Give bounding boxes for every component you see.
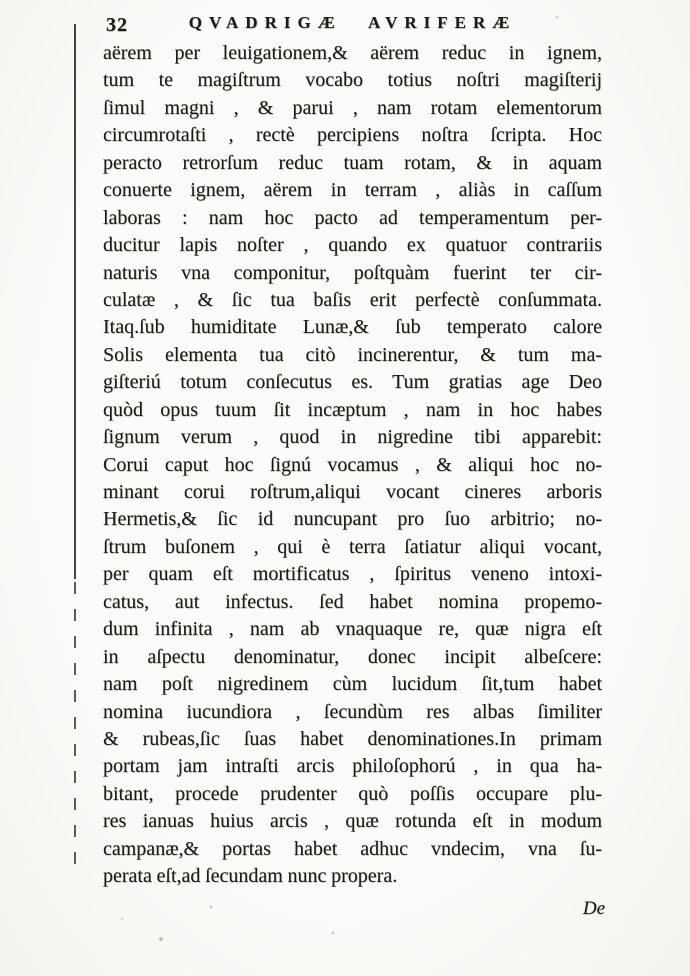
text-line: peracto retrorſum reduc tuam rotam, & in aquam — [103, 151, 602, 174]
text-line: Solis elementa tua citò incinerentur, & tum ma- — [103, 343, 602, 366]
text-line: quòd opus tuum ſit incæptum , nam in hoc habes — [103, 398, 602, 421]
page-header — [103, 13, 602, 39]
text-line: nam poſt nigredinem cùm lucidum ſit,tum habet — [103, 673, 602, 696]
text-line: ducitur lapis noſter , quando ex quatuor contrariis — [103, 234, 602, 257]
text-line: in aſpectu denominatur, donec incipit albeſcere: — [103, 645, 602, 668]
text-line: aërem per leuigationem,& aërem reduc in ignem, — [103, 42, 602, 64]
running-title: QVADRIGÆ AVRIFERÆ — [188, 13, 517, 32]
text-line: ſignum verum , quod in nigredine tibi apparebit: — [103, 426, 602, 449]
text-line: laboras : nam hoc pacto ad temperamentum per- — [103, 206, 602, 229]
body-text — [103, 40, 602, 891]
text-line: ſtrum buſonem , qui è terra ſatiatur aliqui vocant, — [103, 535, 602, 558]
text-line: naturis vna componitur, poſtquàm fuerint ter cir- — [103, 261, 602, 284]
text-line: per quam eſt mortificatus , ſpiritus veneno intoxi- — [103, 563, 602, 586]
text-line: Hermetis,& ſic id nuncupant pro ſuo arbitrio; no- — [103, 508, 602, 531]
text-line: ſimul magni , & parui , nam rotam elementorum — [103, 96, 602, 119]
text-line: circumrotaſti , rectè percipiens noſtra ſcripta. Hoc — [103, 124, 602, 147]
scan-specks — [0, 0, 2, 2]
text-line: portam jam intraſti arcis philoſophorú , in qua ha- — [103, 755, 602, 778]
text-line: Corui caput hoc ſignú vocamus , & aliqui hoc no- — [103, 453, 602, 476]
text-line: dum infinita , nam ab vnaquaque re, quæ nigra eſt — [103, 618, 602, 641]
text-line: minant corui roſtrum,aliqui vocant cineres arboris — [103, 481, 602, 503]
text-line: conuerte ignem, aërem in terram , aliàs in caſſum — [103, 179, 602, 202]
text-line: & rubeas,ſic ſuas habet denominationes.In primam — [103, 727, 602, 750]
text-line: giſteriú totum conſecutus es. Tum gratias age Deo — [103, 371, 602, 394]
text-line: catus, aut infectus. ſed habet nomina propemo- — [103, 590, 602, 613]
text-line: culatæ , & ſic tua baſis erit perfectè conſummata. — [103, 288, 602, 311]
text-line: Itaq.ſub humiditate Lunæ,& ſub temperato calore — [103, 316, 602, 339]
text-line: perata eſt,ad ſecundam nunc propera. — [103, 865, 398, 888]
text-line: bitant, procede prudenter quò poſſis occupare plu- — [103, 782, 602, 805]
text-line: tum te magiſtrum vocabo totius noſtri magiſterij — [103, 69, 602, 92]
gutter-shadow-line — [74, 24, 76, 579]
gutter-shadow-line-dashed — [74, 582, 76, 872]
text-line: nomina iucundiora , ſecundùm res albas ſimiliter — [103, 700, 602, 723]
catchword: De — [582, 898, 605, 919]
text-line: campanæ,& portas habet adhuc vndecim, vna ſu- — [103, 837, 602, 860]
page-number: 32 — [106, 14, 128, 36]
text-line: res ianuas huius arcis , quæ rotunda eſt in modum — [103, 810, 602, 833]
